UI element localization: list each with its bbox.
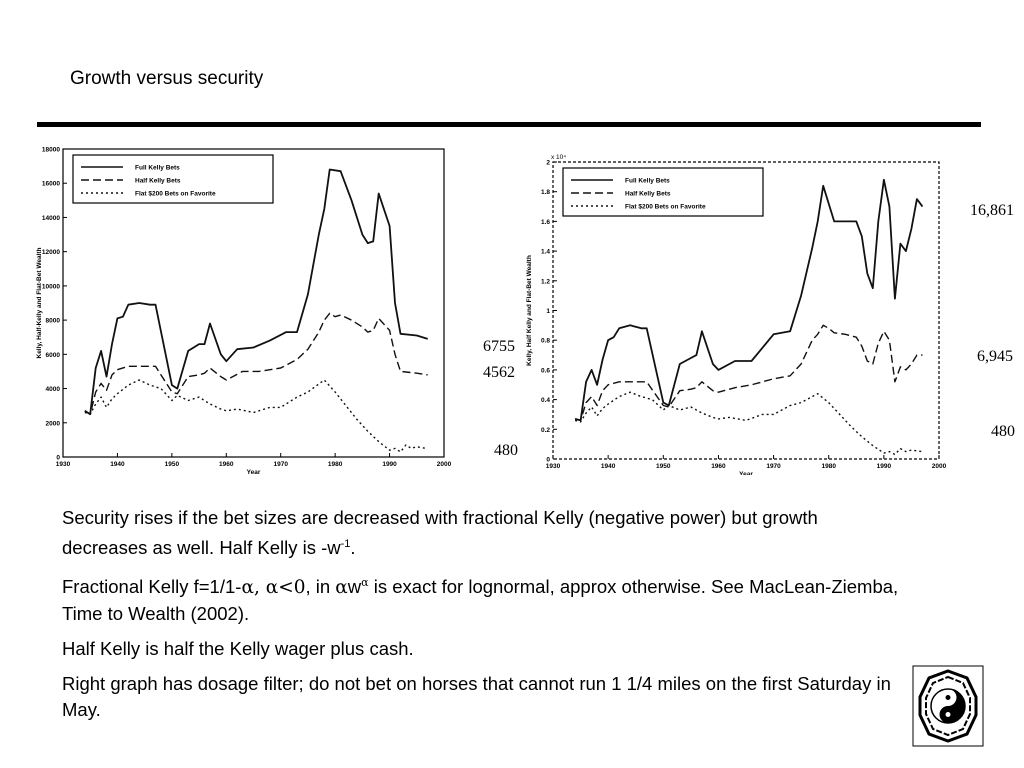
x-tick-label: 1990	[382, 461, 397, 468]
x-tick-label: 1950	[656, 463, 671, 470]
x-tick-label: 1980	[821, 463, 836, 470]
y-tick-label: 0.8	[540, 337, 550, 345]
series-line-half-kelly-bets	[575, 325, 922, 420]
x-tick-label: 2000	[436, 461, 452, 468]
y-tick-label: 16000	[41, 180, 60, 188]
y-axis-label: Kelly, Half-Kelly and Flat-Bet Wealth	[36, 247, 43, 359]
series-line-flat-200-bets-on-favorite	[575, 392, 922, 454]
y-tick-label: 0	[546, 456, 550, 464]
bagua-logo	[912, 665, 984, 747]
x-axis-label: Year	[739, 471, 753, 475]
annotation-left-full: 6755	[483, 338, 515, 355]
slide-title: Growth versus security	[70, 68, 264, 89]
paragraph-half-kelly: Half Kelly is half the Kelly wager plus cash.	[62, 638, 414, 660]
y-tick-label: 14000	[41, 214, 60, 222]
series-line-half-kelly-bets	[85, 313, 428, 414]
y-tick-label: 1.8	[540, 189, 550, 197]
legend-entry: Full Kelly Bets	[135, 164, 180, 172]
legend-entry: Half Kelly Bets	[135, 177, 181, 185]
x-tick-label: 1940	[600, 463, 616, 470]
y-tick-label: 1.2	[540, 278, 550, 286]
x-tick-label: 2000	[931, 463, 947, 470]
y-tick-label: 6000	[45, 351, 60, 359]
y-tick-label: 0.6	[540, 367, 550, 375]
y-tick-label: 0	[56, 454, 60, 462]
x-tick-label: 1940	[110, 461, 125, 468]
y-axis-label: Kelly, Half Kelly and Flat-Bet Wealth	[526, 255, 533, 366]
x-tick-label: 1960	[711, 463, 726, 470]
y-tick-label: 12000	[41, 249, 60, 257]
x-tick-label: 1980	[327, 461, 343, 468]
x-tick-label: 1930	[545, 463, 561, 470]
x-tick-label: 1930	[55, 461, 71, 468]
legend-entry: Half Kelly Bets	[625, 190, 671, 198]
annotation-right-full: 16,861	[970, 202, 1014, 219]
annotation-right-flat: 480	[991, 423, 1015, 440]
legend-entry: Full Kelly Bets	[625, 177, 670, 185]
paragraph-fractional-kelly: Fractional Kelly f=1/1-α, α<0, in $\alpha w^\alpha$ is exact for lognormal, approx otherwise. See MacLean-Ziemba, Time to Wealth (2002).	[62, 576, 899, 625]
y-tick-label: 1.6	[540, 218, 550, 226]
y-multiplier-label: x 10⁴	[551, 154, 567, 161]
x-tick-label: 1950	[164, 461, 180, 468]
x-tick-label: 1960	[219, 461, 234, 468]
y-tick-label: 2	[546, 159, 550, 167]
legend-entry: Flat $200 Bets on Favorite	[625, 203, 706, 211]
y-tick-label: 0.2	[540, 426, 550, 434]
title-divider	[37, 122, 981, 127]
y-tick-label: 2000	[45, 420, 60, 428]
chart-right	[520, 150, 960, 475]
x-tick-label: 1990	[876, 463, 892, 470]
annotation-left-flat: 480	[494, 442, 518, 459]
paragraph-security: Security rises if the bet sizes are decreased with fractional Kelly (negative power) but growth decreases as well. Half Kelly is $-w^{-1}$.	[62, 507, 818, 559]
series-line-full-kelly-bets	[85, 170, 428, 415]
y-tick-label: 1	[546, 308, 550, 315]
x-axis-label: Year	[246, 469, 261, 475]
y-tick-label: 18000	[41, 146, 60, 154]
annotation-right-half: 6,945	[977, 348, 1013, 365]
x-tick-label: 1970	[766, 463, 781, 470]
chart-left	[20, 140, 460, 475]
body-text	[62, 505, 902, 732]
x-tick-label: 1970	[273, 461, 288, 468]
y-tick-label: 10000	[41, 283, 60, 291]
legend-entry: Flat $200 Bets on Favorite	[135, 190, 216, 198]
y-tick-label: 4000	[45, 386, 60, 394]
annotation-left-half: 4562	[483, 364, 515, 381]
y-tick-label: 1.4	[540, 248, 550, 256]
series-line-flat-200-bets-on-favorite	[85, 380, 428, 452]
paragraph-dosage-filter: Right graph has dosage filter; do not bet on horses that cannot run 1 1/4 miles on the first Saturday in May.	[62, 673, 891, 721]
y-tick-label: 8000	[45, 317, 60, 325]
y-tick-label: 0.4	[540, 397, 550, 405]
